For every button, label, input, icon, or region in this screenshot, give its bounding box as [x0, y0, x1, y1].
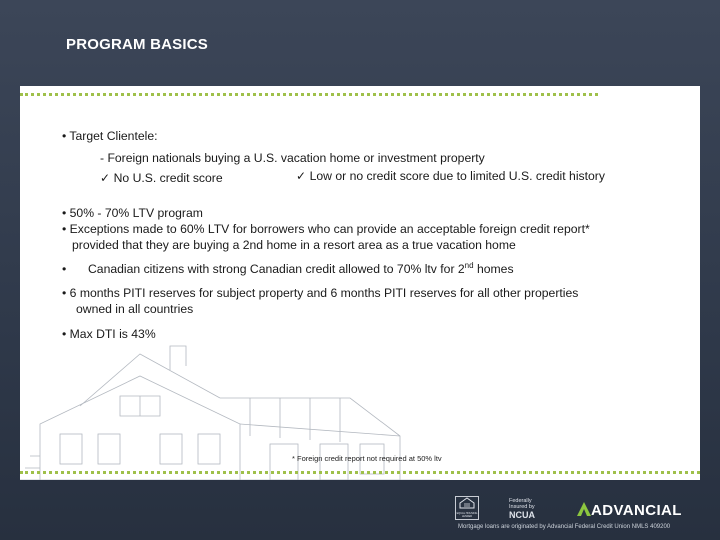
target-clientele-heading: • Target Clientele:	[62, 129, 158, 143]
advancial-logo-icon	[576, 500, 592, 518]
ltv-program-item: • 50% - 70% LTV program	[62, 206, 203, 220]
low-credit-score-item: ✓ Low or no credit score due to limited U.S. credit history	[296, 169, 605, 183]
foreign-nationals-item: - Foreign nationals buying a U.S. vacation home or investment property	[100, 151, 485, 165]
ncua-line2: Insured by	[509, 504, 535, 510]
ncua-name: NCUA	[509, 510, 535, 520]
no-credit-score-item: ✓ No U.S. credit score	[100, 171, 223, 185]
footer-disclaimer: Mortgage loans are originated by Advancial Federal Credit Union NMLS 409200	[458, 524, 671, 530]
footnote: * Foreign credit report not required at 50% ltv	[292, 454, 442, 463]
house-icon	[456, 497, 478, 509]
equal-housing-lender-logo	[455, 496, 479, 520]
ncua-line1: Federally	[509, 498, 532, 504]
ordinal-superscript: nd	[464, 261, 474, 270]
canadian-bullet: •	[62, 262, 67, 276]
footer-logos	[455, 496, 705, 536]
content-panel	[20, 86, 700, 480]
eho-label: EQUAL HOUSING LENDER	[456, 512, 478, 518]
piti-reserves-line1: • 6 months PITI reserves for subject property and 6 months PITI reserves for all other properties	[62, 286, 579, 300]
exceptions-item-line1: • Exceptions made to 60% LTV for borrowers who can provide an acceptable foreign credit report*	[62, 222, 590, 236]
canadian-text: Canadian citizens with strong Canadian credit allowed to 70% ltv for 2	[88, 262, 465, 276]
canadian-text-end: homes	[473, 262, 514, 276]
ncua-logo	[509, 498, 535, 518]
bottom-dotted-divider	[20, 471, 700, 474]
exceptions-item-line2: provided that they are buying a 2nd home in a resort area as a true vacation home	[72, 238, 516, 252]
page-title: PROGRAM BASICS	[66, 36, 208, 53]
advancial-brand: ADVANCIAL	[591, 502, 682, 519]
top-dotted-divider	[20, 93, 598, 96]
canadian-citizens-item	[88, 261, 514, 279]
piti-reserves-line2: owned in all countries	[76, 302, 194, 316]
max-dti-item: • Max DTI is 43%	[62, 327, 156, 341]
